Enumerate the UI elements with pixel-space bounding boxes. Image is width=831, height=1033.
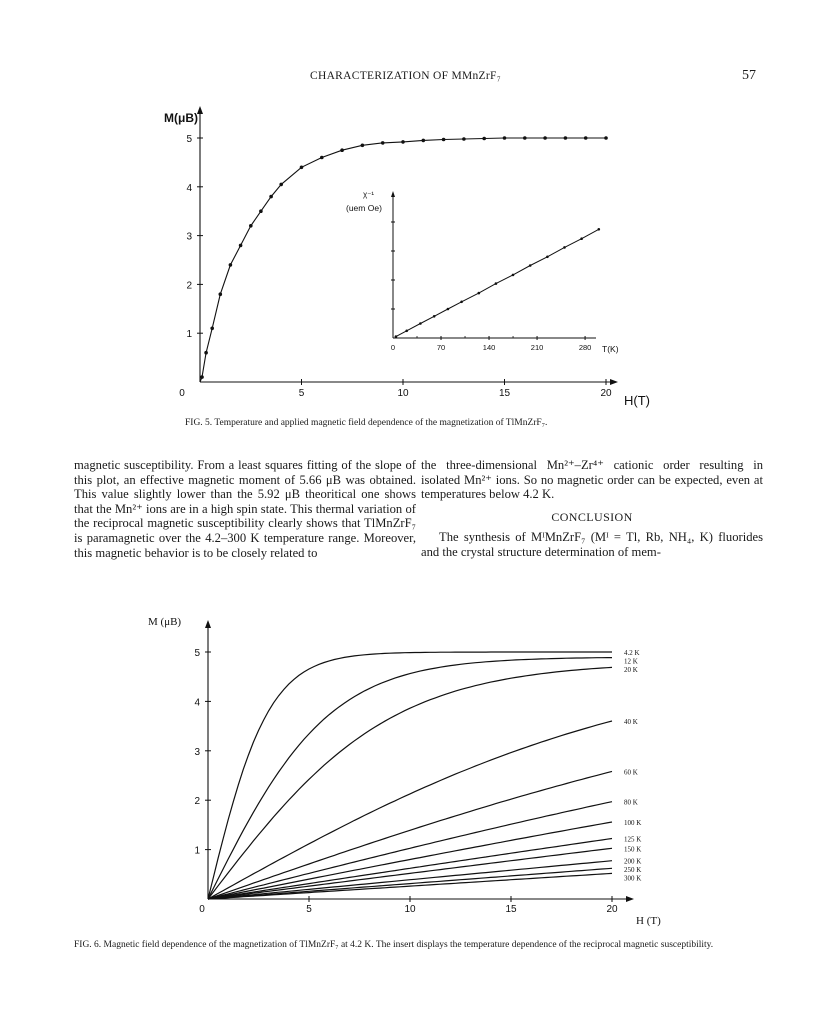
fig5-x-tick-label: 5 bbox=[298, 388, 305, 399]
figure-6-caption: FIG. 6. Magnetic field dependence of the magnetization of TlMnZrF₇ at 4.2 K. The insert displays the temperature dependence of the reciprocal magnetic susceptibility. bbox=[74, 940, 714, 950]
fig5-data-point bbox=[442, 138, 446, 142]
fig6-series-label: 4.2 K bbox=[624, 649, 640, 657]
fig5-main-axes bbox=[164, 106, 650, 408]
fig5-data-point bbox=[239, 244, 243, 248]
fig5-x-arrow bbox=[610, 379, 618, 385]
fig5-data-point bbox=[219, 292, 223, 296]
inset-data-point bbox=[419, 322, 422, 325]
fig5-data-point bbox=[584, 136, 588, 140]
fig6-series-label: 12 K bbox=[624, 657, 638, 666]
fig5-data-point bbox=[269, 195, 273, 199]
inset-ylabel-unit: (uem Oe) bbox=[346, 203, 382, 213]
fig6-x-tick-label: 15 bbox=[505, 904, 517, 915]
fig6-series-label: 150 K bbox=[624, 845, 642, 854]
inset-data-point bbox=[433, 315, 436, 318]
fig6-x-tick-label: 5 bbox=[306, 904, 312, 915]
fig5-data-point bbox=[604, 136, 608, 140]
fig5-data-point bbox=[523, 136, 527, 140]
inset-x-tick-label: 70 bbox=[436, 343, 446, 352]
fig5-data-point bbox=[381, 141, 385, 145]
fig5-x-tick-label: 10 bbox=[397, 388, 409, 399]
fig6-x-arrow bbox=[626, 896, 634, 902]
fig5-y-tick-label: 4 bbox=[186, 182, 192, 194]
inset-x-tick-label: 280 bbox=[578, 343, 592, 352]
fig5-y-tick-label: 5 bbox=[186, 134, 192, 145]
fig5-data-point bbox=[422, 139, 426, 143]
fig5-xlabel: H(T) bbox=[624, 393, 650, 408]
fig5-data-point bbox=[462, 137, 466, 141]
fig6-series-label: 60 K bbox=[624, 768, 638, 777]
fig5-x-tick-label: 20 bbox=[600, 388, 612, 399]
fig5-inset bbox=[346, 190, 619, 354]
inset-data-point bbox=[405, 330, 408, 333]
fig5-data-point bbox=[210, 327, 214, 331]
fig5-ylabel: M(μB) bbox=[164, 111, 198, 125]
fig5-y-tick-label: 2 bbox=[186, 280, 192, 292]
figure-6 bbox=[0, 608, 831, 933]
fig6-series-label: 100 K bbox=[624, 819, 642, 827]
running-title: CHARACTERIZATION OF MMnZrF₇ bbox=[310, 70, 502, 82]
inset-data-point bbox=[529, 264, 532, 267]
inset-data-point bbox=[563, 246, 566, 249]
page-number: 57 bbox=[742, 68, 756, 83]
inset-data-point bbox=[495, 282, 498, 285]
fig5-data-point bbox=[229, 263, 233, 267]
fig5-x-tick-label: 0 bbox=[179, 388, 185, 399]
fig6-y-tick-label: 3 bbox=[194, 746, 200, 758]
inset-y-arrow bbox=[391, 191, 395, 197]
fig5-data-point bbox=[259, 209, 263, 213]
section-heading-conclusion: CONCLUSION bbox=[551, 509, 633, 524]
fig6-curve bbox=[208, 839, 612, 900]
fig6-curve bbox=[208, 652, 612, 899]
fig6-curve bbox=[208, 861, 612, 899]
inset-x-tick-label: 0 bbox=[390, 343, 396, 352]
fig6-y-arrow bbox=[205, 620, 211, 628]
inset-ylabel-symbol: χ⁻¹ bbox=[363, 190, 375, 199]
fig5-data-point bbox=[300, 166, 304, 170]
fig6-series-label: 300 K bbox=[624, 874, 642, 883]
fig5-data-point bbox=[320, 156, 324, 160]
fig5-data-point bbox=[401, 140, 405, 144]
fig6-x-tick-label: 10 bbox=[404, 904, 416, 915]
inset-data-point bbox=[395, 335, 398, 338]
fig6-curve bbox=[208, 658, 612, 899]
fig6-series-label: 200 K bbox=[624, 857, 642, 866]
figure-5-caption: FIG. 5. Temperature and applied magnetic field dependence of the magnetization of TlMnZrF₇. bbox=[185, 418, 548, 428]
inset-x-tick-label: 140 bbox=[482, 343, 496, 352]
conclusion-paragraph: The synthesis of MᴵMnZrF₇ (Mᴵ = Tl, Rb, NH₄, K) fluorides and the crystal structure determination of mem- bbox=[421, 530, 763, 559]
inset-data-point bbox=[598, 228, 601, 231]
inset-data-point bbox=[447, 308, 450, 311]
fig5-data-point bbox=[249, 224, 253, 228]
fig5-data-point bbox=[204, 351, 208, 355]
inset-x-tick-label: 210 bbox=[530, 343, 544, 352]
fig6-y-tick-label: 1 bbox=[194, 845, 200, 857]
fig6-x-tick-label: 20 bbox=[606, 904, 618, 915]
fig6-curve bbox=[208, 822, 612, 899]
fig5-data-point bbox=[564, 136, 568, 140]
fig5-data-point bbox=[340, 148, 344, 152]
fig5-data-point bbox=[543, 136, 547, 140]
fig6-xlabel: H (T) bbox=[636, 915, 661, 927]
fig5-x-tick-label: 15 bbox=[498, 388, 511, 399]
fig6-y-tick-label: 5 bbox=[194, 648, 200, 659]
fig5-data-point bbox=[200, 375, 204, 379]
fig5-data-point bbox=[503, 136, 507, 140]
fig6-x-tick-label: 0 bbox=[199, 904, 205, 915]
inset-data-point bbox=[546, 255, 549, 258]
fig6-curve bbox=[208, 873, 612, 899]
fig6-series-label: 125 K bbox=[624, 835, 642, 844]
fig6-ylabel: M (μB) bbox=[148, 616, 182, 628]
fig5-y-tick-label: 3 bbox=[186, 231, 192, 243]
body-left-column bbox=[74, 458, 416, 560]
fig6-series-label: 80 K bbox=[624, 798, 638, 807]
fig6-curve bbox=[208, 667, 612, 899]
fig6-series-label: 20 K bbox=[624, 666, 638, 674]
fig5-y-tick-label: 1 bbox=[186, 329, 192, 341]
left-column-paragraph: magnetic susceptibility. From a least squares fitting of the slope of this plot, an effective magnetic moment of 5.66 μB was obtained. This value slightly lower than the 5.92 μB theoritical one shows that the Mn²⁺ ions are in a high spin state. This thermal variation of the reciprocal magnetic susceptibility clearly shows that TlMnZrF₇ is paramagnetic over the 4.2–300 K temperature range. Moreover, this magnetic behavior is to be closely related to bbox=[74, 458, 416, 560]
fig5-data-point bbox=[361, 144, 365, 148]
fig5-magnetization-curve bbox=[200, 138, 606, 382]
fig5-data-point bbox=[482, 137, 486, 141]
inset-data-point bbox=[460, 301, 463, 304]
right-column-paragraph: the three-dimensional Mn²⁺–Zr⁴⁺ cationic order resulting in isolated Mn²⁺ ions. So no magnetic order can be expected, even at temperatures below 4.2 K. bbox=[421, 458, 763, 502]
inset-data-point bbox=[478, 292, 481, 295]
fig6-curve bbox=[208, 848, 612, 899]
fig6-y-tick-label: 2 bbox=[194, 796, 200, 808]
fig6-series-label: 250 K bbox=[624, 866, 642, 875]
fig6-series-label: 40 K bbox=[624, 718, 638, 726]
inset-xlabel: T(K) bbox=[602, 344, 619, 354]
fig5-data-point bbox=[279, 183, 283, 187]
inset-data-point bbox=[512, 274, 515, 277]
inset-data-point bbox=[580, 237, 583, 240]
fig6-y-tick-label: 4 bbox=[194, 697, 200, 709]
body-right-column bbox=[421, 458, 763, 560]
figure-5 bbox=[0, 96, 831, 414]
running-header bbox=[0, 70, 831, 90]
fig6-curve bbox=[208, 802, 612, 899]
inset-reciprocal-susceptibility-line bbox=[396, 229, 599, 336]
